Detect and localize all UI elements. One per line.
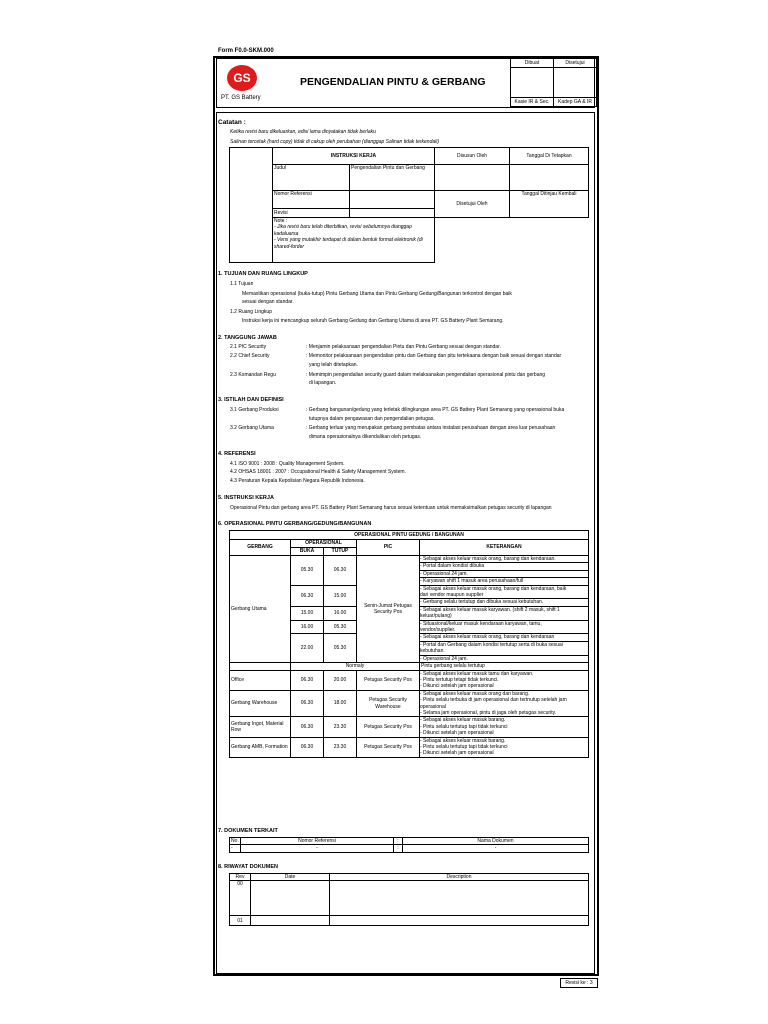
ket-line: - Sebagai akses keluar masuk barang.: [420, 717, 506, 724]
gs-logo-icon: [226, 64, 258, 92]
s1-tujuan-text1: Memastikan operasional (buka-tutup) Pintu Gerbang Utama dan Pintu Gerbang Gedung/Bangunan terkontrol dengan baik: [242, 291, 512, 297]
ket-line: - Dikunci setelah jam operasional: [420, 750, 494, 757]
ket-line: - Sebagai akses keluar masuk tamu dan karyawan.: [420, 670, 534, 677]
pic-cell: Petugas Security Pos: [357, 737, 420, 757]
buka-cell: 06.30: [291, 690, 324, 717]
ket-line: - Portal dalam kondisi dibuka: [420, 562, 588, 569]
ket-line: dari vendor maupun supplier: [420, 592, 484, 599]
buka-cell: 05.30: [291, 556, 324, 586]
utama-pic: Senin-Jumat Petugas Security Pos: [357, 556, 420, 663]
section-6-title: 6. OPERASIONAL PINTU GERBANG/GEDUNG/BANGUNAN: [218, 521, 372, 527]
pic-cell: Petugas Security Pos: [357, 670, 420, 690]
revision-number: Revisi ke : 3: [560, 978, 598, 988]
s1-tujuan: 1.1 Tujuan: [230, 281, 254, 287]
document-title: PENGENDALIAN PINTU & GERBANG: [300, 76, 486, 88]
section-1-title: 1. TUJUAN DAN RUANG LINGKUP: [218, 271, 308, 277]
ket-line: operasional: [420, 703, 446, 710]
tanggal-ditinjau: Tanggal Ditinjau Kembali: [510, 191, 589, 218]
h-nomor-referensi: Nomor Referensi: [241, 838, 394, 845]
instruksi-kerja-box: [229, 147, 589, 263]
pic-cell: Petugas Security Warehouse: [357, 690, 420, 717]
operasional-table: [229, 530, 589, 758]
buka-cell: 15.00: [291, 606, 324, 620]
s3-r2-text2: dimana operasionalnya dikendalikan oleh petugas.: [309, 434, 422, 440]
row-dash: -: [241, 845, 394, 852]
note-1: - Jika revisi baru telah diterbitkan, revisi sebelumnya dianggap kadaluarsa: [274, 224, 412, 237]
tutup-cell: 16.00: [324, 606, 357, 620]
ket-line: - Portal dan Gerbang dalam kondisi tertutup serta di buka sesuai: [420, 641, 588, 648]
section-2-title: 2. TANGGUNG JAWAB: [218, 335, 277, 341]
table-row: [230, 737, 589, 757]
ket-line: - Karyawan shift 1 masuk area perusahaan/full: [420, 577, 588, 584]
buka-cell: 06.30: [291, 717, 324, 737]
gerbang-name: Gerbang Ingot, Material Row: [230, 717, 291, 737]
tutup-cell: 18.00: [324, 690, 357, 717]
buka-cell: 06.30: [291, 737, 324, 757]
ket-line: - Sebagai akses keluar masuk orang, barang dan kendaraan: [420, 634, 555, 641]
h-keterangan: KETERANGAN: [420, 540, 589, 556]
s2-r1-text: : Menjamin pelaksanaan pengendalian Pintu dan Pintu Gerbang sesuai dengan standar.: [306, 344, 501, 350]
s3-r1-label: 3.1 Gerbang Produksi: [230, 407, 279, 413]
table-row: [230, 690, 589, 717]
riwayat-dokumen-table: [229, 873, 589, 926]
s2-r2-text1: : Memonitor pelaksanaan pengendalian pintu dan Gerbang dan pitu tertekaana dengan baik sesuai dengan standar: [306, 353, 562, 359]
table-row: [230, 670, 589, 690]
s2-r2-label: 2.2 Chief Security: [230, 353, 270, 359]
ket-line: vendor/supplier.: [420, 627, 456, 634]
gerbang-name: Office: [230, 670, 291, 690]
s4-r3: 4.3 Peraturan Kepala Kepolisian Negara Republik Indonesia.: [230, 478, 365, 484]
judul-value: Pengendalian Pintu dan Gerbang: [350, 165, 435, 191]
s3-r2-text1: : Gerbang terluar yang merupakan gerbang pembatas antara instalasi perusahaan dengan area luar perusahaan: [306, 425, 556, 431]
section-5-title: 5. INSTRUKSI KERJA: [218, 495, 274, 501]
tutup-cell: 23.30: [324, 737, 357, 757]
buka-cell: 06.30: [291, 585, 324, 606]
judul-label: Judul: [273, 165, 350, 191]
h-description: Description: [330, 874, 589, 881]
revisi-label: Revisi: [273, 209, 350, 218]
s1-ruang-lingkup: 1.2 Ruang Lingkup: [230, 309, 272, 315]
dibuat-by: Kasie IR & Sec.: [511, 98, 554, 107]
s2-r2-text2: yang telah ditetapkan.: [309, 362, 358, 368]
instruksi-kerja-head: INSTRUKSI KERJA: [273, 148, 435, 165]
s1-tujuan-text2: sesuai dengan standar.: [242, 299, 294, 305]
ket-line: - Dikunci setelah jam operasional: [420, 730, 494, 737]
h-gerbang: GERBANG: [230, 540, 291, 556]
h-tutup: TUTUP: [324, 548, 357, 556]
table-row: [230, 663, 589, 670]
ket-line: - Dikunci setelah jam operasional: [420, 683, 494, 690]
h-operasional: OPERASIONAL: [291, 540, 357, 548]
dokumen-terkait-table: [229, 837, 589, 853]
s3-r1-text2: tutupnya dalam pengawasan dan pengendalian petugas.: [309, 416, 435, 422]
ket-line: - Pintu selalu terbuka di jam operasional dan tertnutup setelah jam: [420, 697, 567, 704]
logo-text: GS: [233, 71, 251, 85]
s2-r3-text1: : Memimpin pengendalian security guard dalam melaksanakan pengendalian operasional pintu dan gerbang: [306, 372, 546, 378]
disetujui-label: Disetujui: [554, 59, 597, 68]
operasional-table-title: OPERASIONAL PINTU GEDUNG / BANGUNAN: [230, 531, 589, 540]
s3-r2-label: 3.2 Gerbang Utama: [230, 425, 274, 431]
form-number: Form F0.0-SKM.000: [218, 48, 274, 54]
ket-line: - Sebagai akses keluar masuk orang, barang dan kendaraan.: [420, 556, 556, 562]
section-7-title: 7. DOKUMEN TERKAIT: [218, 828, 278, 834]
h-date: Date: [251, 874, 330, 881]
rev-cell: 01: [230, 916, 251, 926]
dibuat-label: Dibuat: [511, 59, 554, 68]
ket-line: - Pintu selalu tertutup tapi tidak terkunci: [420, 743, 508, 750]
tutup-cell: 23.30: [324, 717, 357, 737]
table-row: [230, 556, 589, 586]
colon: :: [394, 845, 403, 852]
approval-table: [510, 58, 597, 107]
ket-line: - Operasional 24 jam.: [420, 570, 588, 577]
tanggal-ditetapkan: Tanggal Di Tetapkan: [510, 148, 589, 165]
buka-cell: 22.00: [291, 634, 324, 663]
section-8-title: 8. RIWAYAT DOKUMEN: [218, 864, 279, 870]
ket-line: - Sebagai akses keluar masuk karyawan. (shift 2 masuk, shift 1: [420, 606, 560, 613]
ket-line: - Situasional/keluar masuk kendaraan karyawan, tamu,: [420, 620, 542, 627]
rev-cell: 00: [230, 881, 251, 916]
tutup-cell: 15.00: [324, 585, 357, 606]
h-rev: Rev: [230, 874, 251, 881]
s3-r1-text1: : Gerbang bangunan/gedung yang terletak dilingkungan area PT. GS Battery Plant Semarang yang operasional buka: [306, 407, 565, 413]
s1-ruang-lingkup-text: Instruksi kerja ini mencangkup seluruh Gerbang Gedung dan Gerbang Utama di area PT. GS Battery Plant Semarang.: [242, 318, 504, 324]
ket-line: - Sebagai akses keluar masuk barang.: [420, 737, 506, 744]
note-label: Note :: [274, 218, 288, 224]
gerbang-utama: Gerbang Utama: [230, 556, 291, 663]
ket-line: kebutuhan.: [420, 648, 445, 655]
note-2: - Versi yang mutakhir terdapat di dalam bentuk format elektronik (di shared-forder: [274, 237, 423, 250]
catatan-line2: Salinan tercetak (hard copy) tidak di cakup oleh perubahan (dianggap Salinan tidak terkendali): [230, 139, 440, 145]
ket-line: - Operasional 24 jam.: [420, 655, 588, 662]
normaly: Normaly: [291, 663, 420, 670]
ket-line: - Gerbang selalu tertutup dan dibuka sesuai kebutuhan.: [420, 598, 588, 605]
pic-cell: Petugas Security Pos: [357, 717, 420, 737]
h-no: No: [230, 838, 241, 845]
buka-cell: 06.30: [291, 670, 324, 690]
ket-line: - Sebagai akses keluar masuk orang dan barang.: [420, 690, 530, 697]
section-4-title: 4. REFERENSI: [218, 451, 256, 457]
s5-text: Operasional Pintu dan gerbang area PT. GS Battery Plant Semarang harus sesuai ketentuan untuk memaksimalkan petugas security di lapangan: [230, 505, 552, 511]
ket-line: - Pintu tertutup tetapi tidak terkunci.: [420, 676, 499, 683]
colon: :: [394, 838, 403, 845]
disetujui-by: Kadep GA & IR: [554, 98, 597, 107]
s4-r1: 4.1 ISO 9001 : 2008 : Quality Management System.: [230, 461, 345, 467]
ket-line: - Pintu selalu tertutup tapi tidak terkunci: [420, 723, 508, 730]
normaly-ket: Pintu gerbang selalu tertutup: [420, 663, 589, 670]
disusun-oleh: Disusun Oleh: [435, 148, 510, 165]
s2-r3-text2: di lapangan.: [309, 380, 337, 386]
table-row: [230, 717, 589, 737]
gerbang-name: Gerbang Warehouse: [230, 690, 291, 717]
h-pic: PIC: [357, 540, 420, 556]
buka-cell: 16.00: [291, 620, 324, 634]
disetujui-oleh: Disetujui Oleh: [435, 191, 510, 218]
catatan-label: Catatan :: [218, 119, 246, 126]
s2-r3-label: 2.3 Komandan Regu: [230, 372, 276, 378]
tutup-cell: 05.30: [324, 634, 357, 663]
tutup-cell: 20.00: [324, 670, 357, 690]
company-name: PT. GS Battery: [221, 95, 261, 101]
h-nama-dokumen: Nama Dokumen: [403, 838, 589, 845]
catatan-line1: Ketika revisi baru dikeluarkan, edisi lama dinyatakan tidak berlaku: [230, 129, 376, 135]
s4-r2: 4.2 OHSAS 18001 : 2007 : Occupational Health & Safety Management System.: [230, 469, 406, 475]
s2-r1-label: 2.1 PIC Security: [230, 344, 267, 350]
gerbang-name: Gerbang AMB, Formation: [230, 737, 291, 757]
row-dash: -: [403, 845, 589, 852]
ket-line: - Selama jam operasional, pintu di jaga oleh petugas security.: [420, 709, 557, 716]
nomor-referensi-label: Nomor Referensi: [273, 191, 350, 209]
row-dash: -: [230, 845, 241, 852]
ket-line: keluar/pulang): [420, 613, 452, 620]
tutup-cell: 05.30: [324, 620, 357, 634]
h-buka: BUKA: [291, 548, 324, 556]
ket-line: - Sebagai akses keluar masuk orang, barang dan kendaraan, baik: [420, 585, 567, 592]
tutup-cell: 06.30: [324, 556, 357, 586]
section-3-title: 3. ISTILAH DAN DEFINISI: [218, 397, 284, 403]
